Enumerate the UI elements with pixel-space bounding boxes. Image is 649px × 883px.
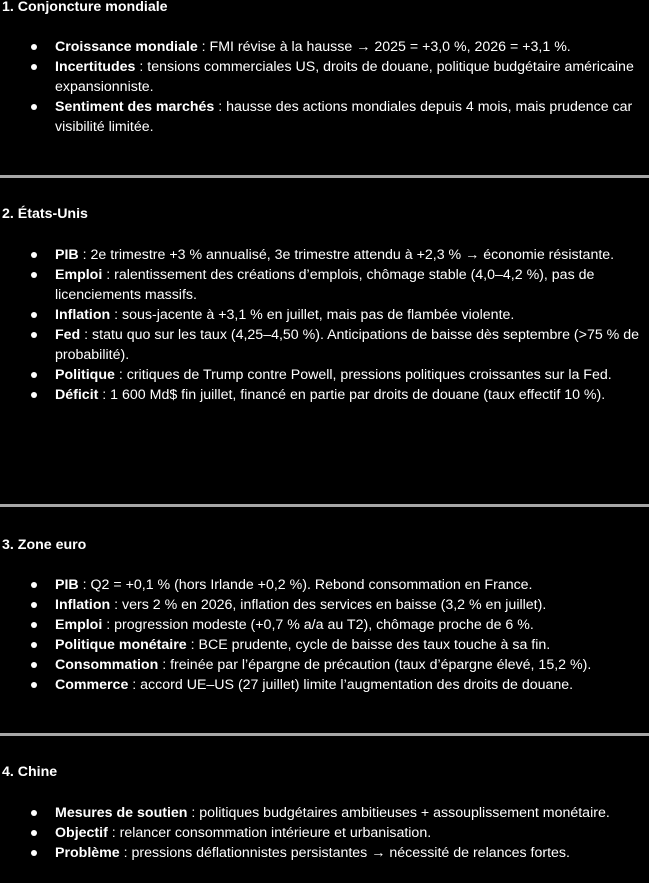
bullet-list xyxy=(0,245,649,405)
item-text: : vers 2 % en 2026, inflation des services en baisse (3,2 % en juillet). xyxy=(110,597,547,613)
item-text: : pressions déflationnistes persistantes → nécessité de relances fortes. xyxy=(119,845,570,861)
list-item xyxy=(0,595,649,615)
list-item xyxy=(0,97,649,137)
item-label: Incertitudes xyxy=(55,59,136,75)
item-text: : sous-jacente à +3,1 % en juillet, mais pas de flambée violente. xyxy=(110,307,515,323)
item-label: Politique xyxy=(55,367,115,383)
list-item xyxy=(0,843,649,863)
item-label: PIB xyxy=(55,247,79,263)
list-item xyxy=(0,57,649,97)
item-label: Problème xyxy=(55,845,120,861)
item-text: : statu quo sur les taux (4,25–4,50 %). Anticipations de baisse dès septembre (>75 % de probabilité). xyxy=(55,327,639,363)
list-item xyxy=(0,265,649,305)
item-text: : Q2 = +0,1 % (hors Irlande +0,2 %). Rebond consommation en France. xyxy=(78,577,533,593)
bullet-list xyxy=(0,37,649,137)
item-text: : hausse des actions mondiales depuis 4 mois, mais prudence car visibilité limitée. xyxy=(55,99,633,135)
item-text: : FMI révise à la hausse → 2025 = +3,0 %, 2026 = +3,1 %. xyxy=(197,39,571,55)
list-item xyxy=(0,655,649,675)
list-item xyxy=(0,305,649,325)
section-heading: 4. Chine xyxy=(2,764,58,780)
item-label: Emploi xyxy=(55,617,103,633)
item-label: Sentiment des marchés xyxy=(55,99,215,115)
item-label: Inflation xyxy=(55,307,111,323)
section-divider xyxy=(0,175,649,178)
list-item xyxy=(0,823,649,843)
item-text: : relancer consommation intérieure et urbanisation. xyxy=(107,825,432,841)
section-heading: 1. Conjoncture mondiale xyxy=(2,0,168,15)
list-item xyxy=(0,675,649,695)
list-item xyxy=(0,803,649,823)
bullet-list xyxy=(0,575,649,695)
item-label: Politique monétaire xyxy=(55,637,187,653)
item-text: : BCE prudente, cycle de baisse des taux touche à sa fin. xyxy=(186,637,551,653)
item-text: : 1 600 Md$ fin juillet, financé en partie par droits de douane (taux effectif 10 %). xyxy=(98,387,606,403)
section-heading: 3. Zone euro xyxy=(2,537,87,553)
item-text: : politiques budgétaires ambitieuses + assouplissement monétaire. xyxy=(187,805,610,821)
item-label: Déficit xyxy=(55,387,99,403)
list-item xyxy=(0,325,649,365)
item-label: Consommation xyxy=(55,657,159,673)
item-text: : tensions commerciales US, droits de douane, politique budgétaire américaine expansionniste. xyxy=(55,59,634,95)
item-label: Croissance mondiale xyxy=(55,39,198,55)
list-item xyxy=(0,37,649,57)
section-heading: 2. États-Unis xyxy=(2,206,88,222)
section-divider xyxy=(0,504,649,507)
item-label: Inflation xyxy=(55,597,111,613)
section-divider xyxy=(0,733,649,736)
list-item xyxy=(0,245,649,265)
list-item xyxy=(0,615,649,635)
item-label: Commerce xyxy=(55,677,129,693)
bullet-list xyxy=(0,803,649,863)
list-item xyxy=(0,365,649,385)
item-label: Fed xyxy=(55,327,81,343)
item-label: Mesures de soutien xyxy=(55,805,188,821)
item-text: : 2e trimestre +3 % annualisé, 3e trimestre attendu à +2,3 % → économie résistante. xyxy=(78,247,615,263)
list-item xyxy=(0,635,649,655)
item-label: Emploi xyxy=(55,267,103,283)
item-label: PIB xyxy=(55,577,79,593)
item-text: : accord UE–US (27 juillet) limite l’augmentation des droits de douane. xyxy=(128,677,574,693)
item-label: Objectif xyxy=(55,825,108,841)
list-item xyxy=(0,385,649,405)
item-text: : progression modeste (+0,7 % a/a au T2), chômage proche de 6 %. xyxy=(102,617,534,633)
item-text: : freinée par l’épargne de précaution (taux d’épargne élevé, 15,2 %). xyxy=(158,657,592,673)
list-item xyxy=(0,575,649,595)
item-text: : ralentissement des créations d’emplois, chômage stable (4,0–4,2 %), pas de licenciements massifs. xyxy=(55,267,595,303)
item-text: : critiques de Trump contre Powell, pressions politiques croissantes sur la Fed. xyxy=(114,367,612,383)
